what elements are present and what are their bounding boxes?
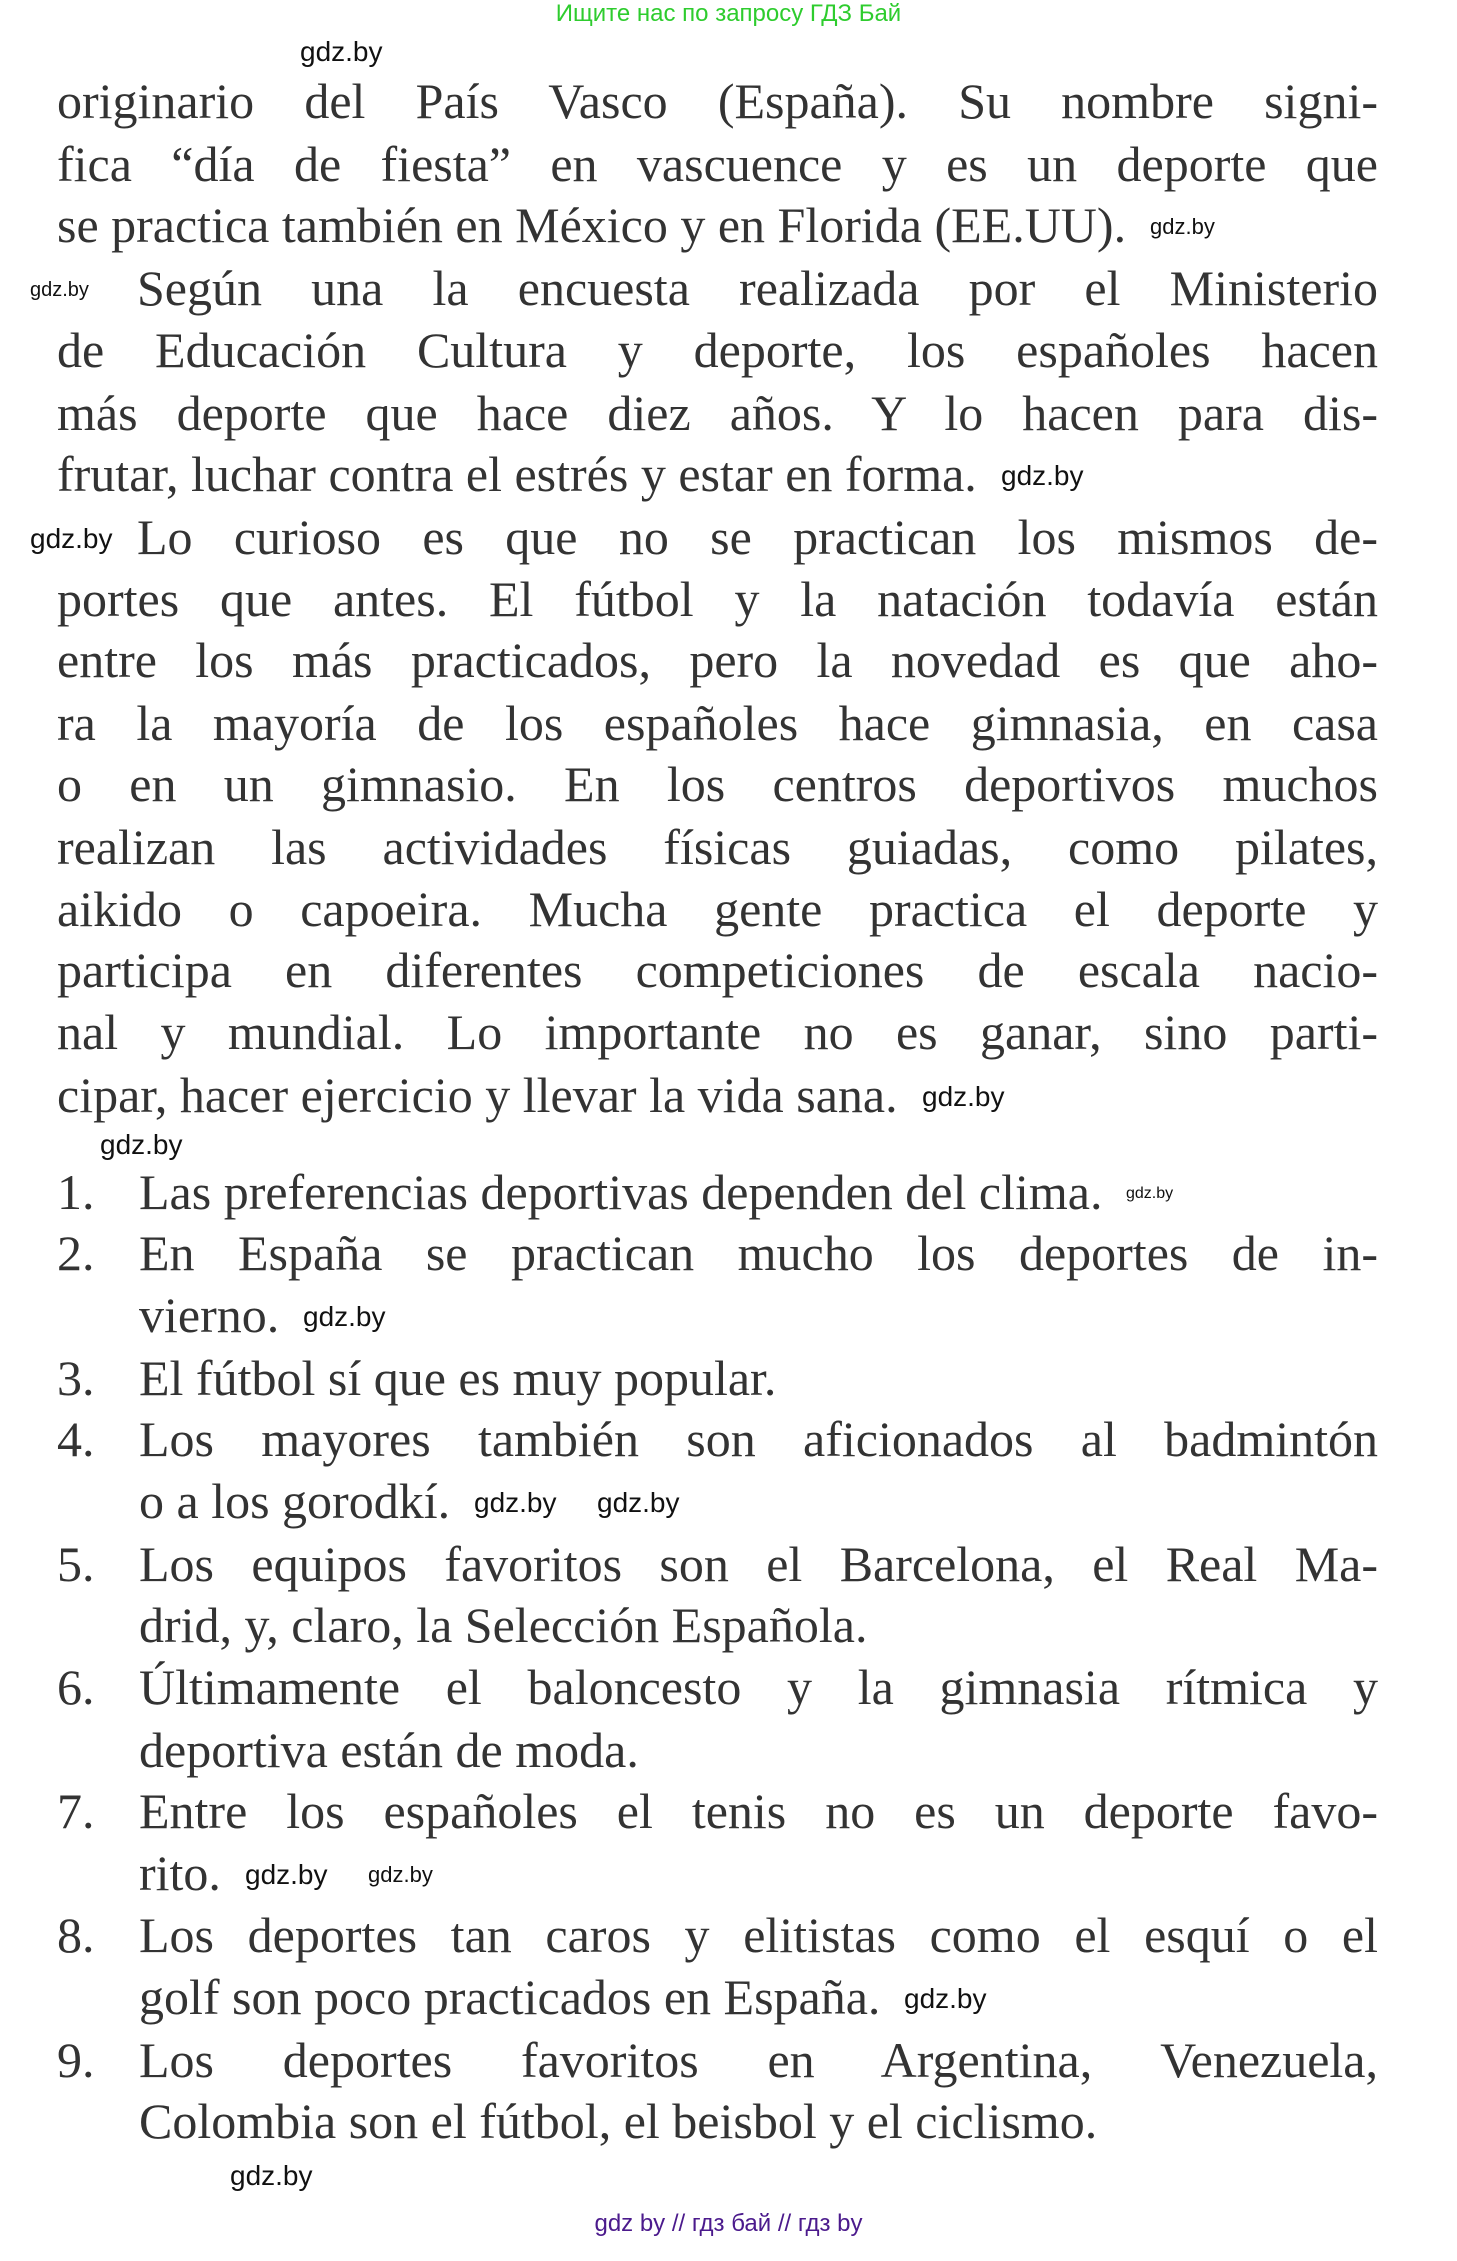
footer-links[interactable]: gdz by // гдз бай // гдз by <box>594 2210 863 2237</box>
watermark: gdz.by <box>1126 1185 1174 1202</box>
watermark: gdz.by <box>300 36 383 67</box>
statement-line: Los deportes tan caros y elitistas como el esquí o el <box>139 1907 1378 1964</box>
statement-number: 5. <box>57 1535 95 1592</box>
watermark: gdz.by <box>922 1081 1005 1112</box>
text-line: portes que antes. El fútbol y la natación todavía están <box>57 570 1378 627</box>
watermark: gdz.by <box>368 1862 433 1887</box>
text-line: Según una la encuesta realizada por el Ministerio <box>137 260 1378 317</box>
text-line: nal y mundial. Lo importante no es ganar, sino parti- <box>57 1003 1378 1060</box>
text-line: se practica también en México y en Florida (EE.UU). <box>57 197 1127 254</box>
statement-line: golf son poco practicados en España. <box>139 1968 881 2025</box>
statement-line: El fútbol sí que es muy popular. <box>139 1349 777 1406</box>
text-line: realizan las actividades físicas guiadas, como pilates, <box>57 819 1378 876</box>
text-line: cipar, hacer ejercicio y llevar la vida sana. <box>57 1066 898 1123</box>
watermark: gdz.by <box>245 1859 328 1890</box>
statement-number: 1. <box>57 1163 95 1220</box>
watermark: gdz.by <box>30 279 89 301</box>
text-line: Lo curioso es que no se practican los mismos de- <box>137 509 1378 566</box>
watermark: gdz.by <box>1001 460 1084 491</box>
search-hint-banner: Ищите нас по запросу ГДЗ Бай <box>555 0 902 27</box>
statement-number: 8. <box>57 1907 95 1964</box>
watermark: gdz.by <box>230 2160 313 2191</box>
statement-number: 3. <box>57 1349 95 1406</box>
text-line: aikido o capoeira. Mucha gente practica el deporte y <box>57 880 1378 937</box>
text-line: fica “día de fiesta” en vascuence y es un deporte que <box>57 135 1378 192</box>
text-line: de Educación Cultura y deporte, los españoles hacen <box>57 321 1378 378</box>
watermark: gdz.by <box>597 1487 680 1518</box>
statement-line: Los equipos favoritos son el Barcelona, el Real Ma- <box>139 1535 1378 1592</box>
text-line: ra la mayoría de los españoles hace gimnasia, en casa <box>57 694 1378 751</box>
statement-line: Colombia son el fútbol, el beisbol y el ciclismo. <box>139 2093 1098 2150</box>
statement-line: Los deportes favoritos en Argentina, Venezuela, <box>139 2031 1378 2088</box>
statement-line: Los mayores también son aficionados al badmintón <box>139 1411 1378 1468</box>
statement-number: 2. <box>57 1225 95 1282</box>
statement-line: drid, y, claro, la Selección Española. <box>139 1597 868 1654</box>
text-line: más deporte que hace diez años. Y lo hacen para dis- <box>57 384 1378 441</box>
text-line: frutar, luchar contra el estrés y estar en forma. <box>57 446 977 503</box>
watermark: gdz.by <box>303 1301 386 1332</box>
statement-number: 4. <box>57 1411 95 1468</box>
watermark: gdz.by <box>30 523 113 554</box>
statement-line: o a los gorodkí. <box>139 1472 451 1529</box>
statement-line: Las preferencias deportivas dependen del clima. <box>139 1163 1103 1220</box>
watermark: gdz.by <box>100 1129 183 1160</box>
statement-line: vierno. <box>139 1286 280 1343</box>
statement-number: 7. <box>57 1783 95 1840</box>
statement-line: Entre los españoles el tenis no es un deporte favo- <box>139 1783 1378 1840</box>
text-line: o en un gimnasio. En los centros deportivos muchos <box>57 756 1378 813</box>
statement-line: rito. <box>139 1844 221 1901</box>
watermark: gdz.by <box>474 1487 557 1518</box>
statement-number: 6. <box>57 1658 95 1715</box>
statement-line: Últimamente el baloncesto y la gimnasia rítmica y <box>139 1658 1378 1715</box>
statement-number: 9. <box>57 2031 95 2088</box>
statement-line: En España se practican mucho los deportes de in- <box>139 1225 1378 1282</box>
text-line: originario del País Vasco (España). Su nombre signi- <box>57 72 1378 129</box>
statement-line: deportiva están de moda. <box>139 1721 639 1778</box>
text-line: entre los más practicados, pero la novedad es que aho- <box>57 632 1378 688</box>
watermark: gdz.by <box>904 1983 987 2014</box>
watermark: gdz.by <box>1150 214 1215 239</box>
text-line: participa en diferentes competiciones de escala nacio- <box>57 942 1378 999</box>
